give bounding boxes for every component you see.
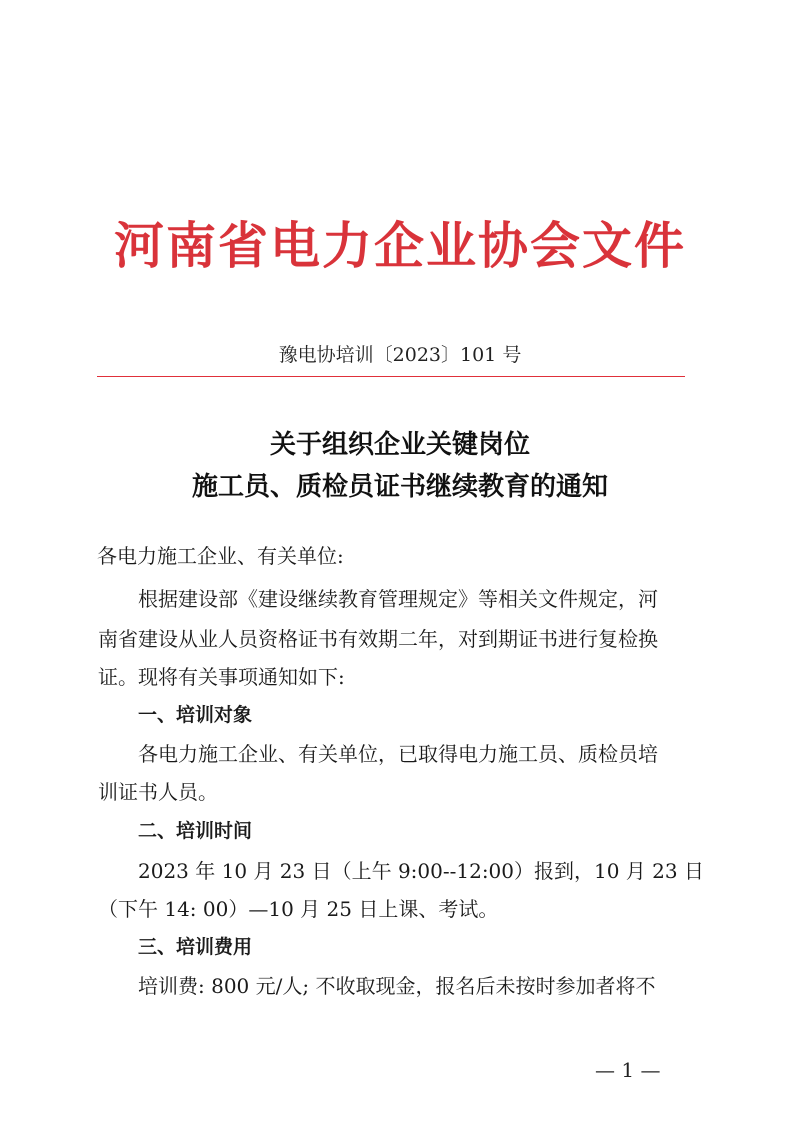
page-number: — 1 — (595, 1058, 661, 1082)
section3-heading: 三、培训费用 (138, 936, 253, 958)
section3-line1: 培训费: 800 元/人; 不收取现金，报名后未按时参加者将不 (138, 974, 656, 998)
salutation: 各电力施工企业、有关单位: (97, 544, 344, 568)
section1-line1: 各电力施工企业、有关单位，已取得电力施工员、质检员培 (138, 742, 658, 766)
section1-heading: 一、培训对象 (138, 704, 253, 726)
notice-title-line2: 施工员、质检员证书继续教育的通知 (191, 472, 608, 502)
document-number: 豫电协培训〔2023〕101 号 (278, 344, 522, 366)
intro-paragraph-line2: 南省建设从业人员资格证书有效期二年，对到期证书进行复检换 (98, 627, 658, 651)
section2-heading: 二、培训时间 (138, 820, 253, 842)
intro-paragraph-line3: 证。现将有关事项通知如下: (98, 665, 345, 689)
intro-paragraph-line1: 根据建设部《建设继续教育管理规定》等相关文件规定，河 (138, 587, 658, 611)
section2-line1: 2023 年 10 月 23 日（上午 9:00--12:00）报到，10 月 23 日 (138, 859, 704, 883)
notice-title-line1: 关于组织企业关键岗位 (269, 430, 530, 460)
section2-line2: （下午 14: 00）—10 月 25 日上课、考试。 (98, 897, 499, 921)
section1-line2: 训证书人员。 (98, 780, 218, 804)
red-divider (97, 376, 685, 377)
organization-title: 河南省电力企业协会文件 (114, 216, 686, 275)
